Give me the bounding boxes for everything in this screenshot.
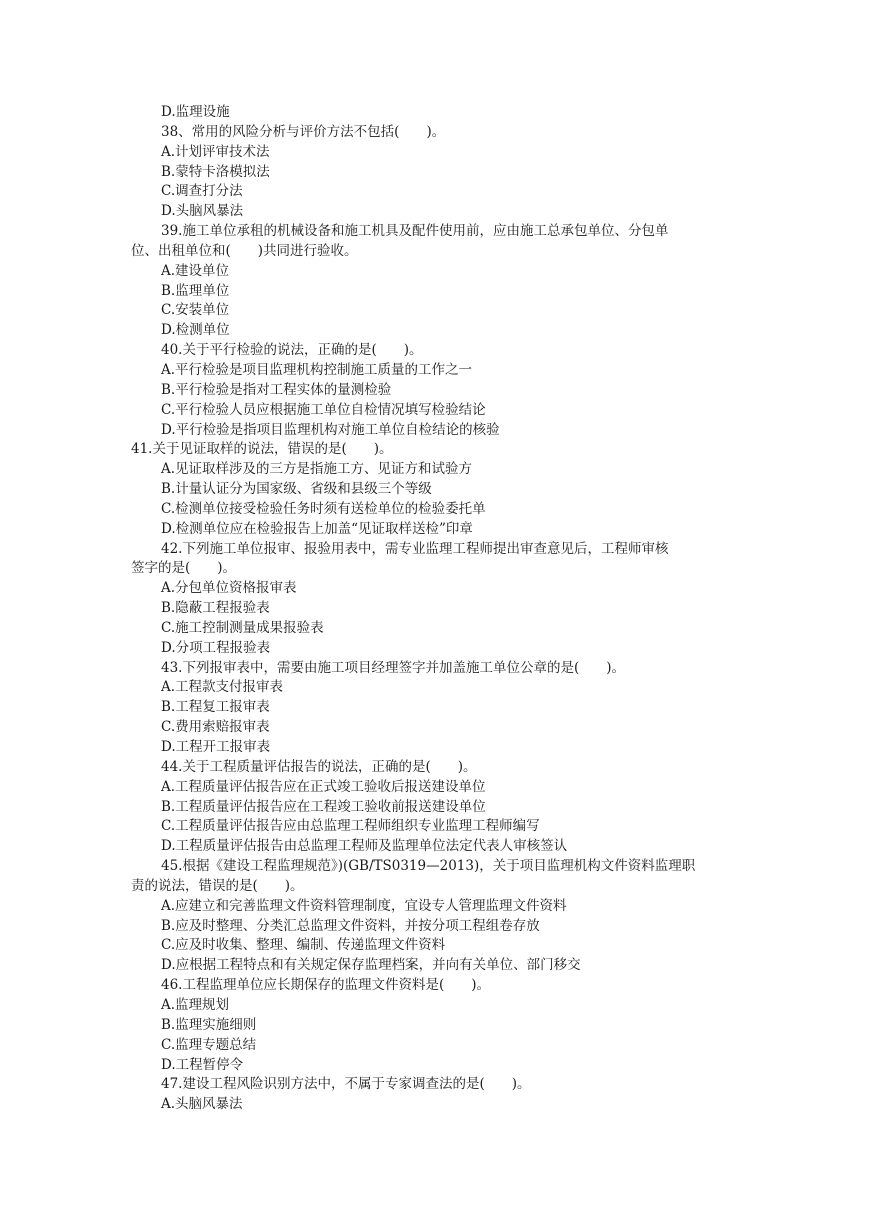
- option-text: A.分包单位资格报审表: [161, 580, 297, 597]
- question-text: 44.关于工程质量评估报告的说法，正确的是( )。: [161, 758, 477, 775]
- option-text: A.平行检验是项目监理机构控制施工质量的工作之一: [161, 361, 473, 378]
- question-continuation: 责的说法，错误的是( )。: [131, 877, 304, 894]
- question-continuation: 位、出租单位和( )共同进行验收。: [131, 242, 358, 259]
- option-text: C.调查打分法: [161, 183, 243, 200]
- option-text: D.平行检验是指项目监理机构对施工单位自检结论的核验: [161, 421, 500, 438]
- option-text: B.应及时整理、分类汇总监理文件资料，并按分项工程组卷存放: [161, 917, 540, 934]
- option-text: A.计划评审技术法: [161, 143, 270, 160]
- question-text: 39.施工单位承租的机械设备和施工机具及配件使用前，应由施工总承包单位、分包单: [161, 223, 669, 240]
- option-text: A.头脑风暴法: [161, 1096, 243, 1113]
- option-text: B.工程质量评估报告应在工程竣工验收前报送建设单位: [161, 798, 486, 815]
- option-text: C.应及时收集、整理、编制、传递监理文件资料: [161, 937, 446, 954]
- option-text: A.工程质量评估报告应在正式竣工验收后报送建设单位: [161, 778, 486, 795]
- question-text: 45.根据《建设工程监理规范》)(GB/TS0319—2013)，关于项目监理机构文件资料监理职: [161, 858, 696, 875]
- option-text: B.监理单位: [161, 282, 230, 299]
- option-text: C.费用索赔报审表: [161, 719, 270, 736]
- question-text: 47.建设工程风险识别方法中，不属于专家调查法的是( )。: [161, 1076, 531, 1093]
- option-text: D.应根据工程特点和有关规定保存监理档案，并向有关单位、部门移交: [161, 957, 581, 974]
- option-text: B.平行检验是指对工程实体的量测检验: [161, 381, 392, 398]
- option-text: B.隐蔽工程报验表: [161, 600, 270, 617]
- question-text: 46.工程监理单位应长期保存的监理文件资料是( )。: [161, 977, 491, 994]
- question-text: 42.下列施工单位报审、报验用表中，需专业监理工程师提出审查意见后，工程师审核: [161, 540, 669, 557]
- document-body: [0, 103, 869, 1115]
- option-text: C.安装单位: [161, 302, 230, 319]
- option-text: D.工程暂停令: [161, 1056, 244, 1073]
- question-text: 41.关于见证取样的说法，错误的是( )。: [131, 441, 393, 458]
- option-text: C.监理专题总结: [161, 1036, 257, 1053]
- option-text: C.平行检验人员应根据施工单位自检情况填写检验结论: [161, 401, 486, 418]
- option-text: A.见证取样涉及的三方是指施工方、见证方和试验方: [161, 461, 473, 478]
- question-text: 38、常用的风险分析与评价方法不包括( )。: [161, 123, 446, 140]
- option-text: D.监理设施: [161, 104, 230, 120]
- option-text: A.应建立和完善监理文件资料管理制度，宜设专人管理监理文件资料: [161, 897, 567, 914]
- option-text: D.检测单位: [161, 322, 230, 339]
- option-text: D.分项工程报验表: [161, 639, 271, 656]
- option-text: A.监理规划: [161, 996, 230, 1013]
- option-text: D.头脑风暴法: [161, 203, 244, 220]
- question-continuation: 签字的是( )。: [131, 560, 237, 577]
- option-text: B.监理实施细则: [161, 1016, 257, 1033]
- option-text: B.工程复工报审表: [161, 699, 270, 716]
- option-text: A.建设单位: [161, 262, 230, 279]
- option-text: C.工程质量评估报告应由总监理工程师组织专业监理工程师编写: [161, 818, 540, 835]
- question-text: 43.下列报审表中，需要由施工项目经理签字并加盖施工单位公章的是( )。: [161, 659, 626, 676]
- option-text: B.蒙特卡洛模拟法: [161, 163, 270, 180]
- option-text: D.工程开工报审表: [161, 739, 271, 755]
- option-text: D.检测单位应在检验报告上加盖“见证取样送检”印章: [161, 520, 473, 537]
- question-text: 40.关于平行检验的说法，正确的是( )。: [161, 342, 423, 359]
- option-text: C.检测单位接受检验任务时须有送检单位的检验委托单: [161, 500, 486, 517]
- option-text: A.工程款支付报审表: [161, 679, 284, 696]
- option-text: D.工程质量评估报告由总监理工程师及监理单位法定代表人审核签认: [161, 838, 568, 855]
- option-text: C.施工控制测量成果报验表: [161, 619, 324, 636]
- option-text: B.计量认证分为国家级、省级和县级三个等级: [161, 481, 432, 498]
